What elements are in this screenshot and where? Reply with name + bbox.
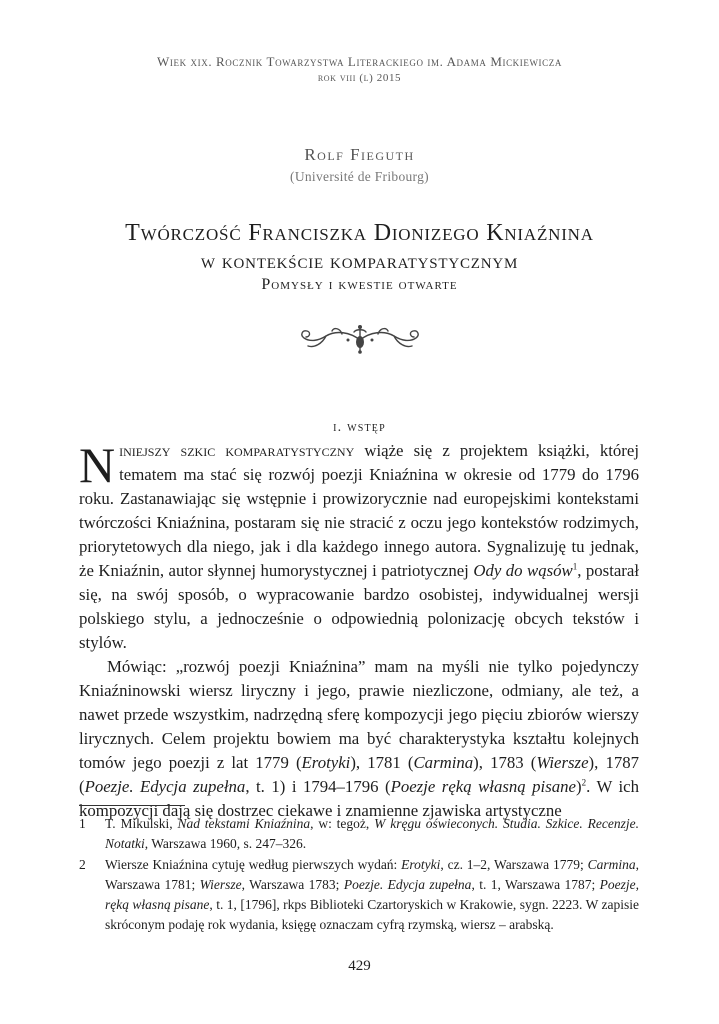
work-title: W kręgu oświeconych. Studia. Szkice. Recenzje. Notatki: [105, 816, 639, 851]
author-affiliation: (Université de Fribourg): [290, 169, 429, 184]
text-run: , Warszawa 1960, s. 247–326.: [144, 836, 307, 851]
footnote-number: 2: [79, 857, 86, 872]
work-title: Poezje. Edycja zupełna: [343, 877, 472, 892]
text-run: , w: tegoż,: [310, 816, 375, 831]
text-run: , cz. 1–2, Warszawa 1779;: [440, 857, 588, 872]
text-run: , postarał się, na swój sposób, o wypracowanie bardzo osobistej, indywidualnej wersji polskiego stylu, a jednocześnie o odpowiednią polonizację obcych tekstów i stylów.: [79, 561, 640, 652]
footnote-ref-2[interactable]: 2: [581, 777, 587, 788]
work-title: Wiersze: [199, 877, 242, 892]
text-run: , t. 1, Warszawa 1787;: [471, 877, 600, 892]
paragraph-1: [79, 439, 639, 655]
article-title-line2: w kontekście komparatystycznym: [200, 249, 519, 273]
text-run: , t. 1) i 1794–1796 (: [245, 777, 391, 796]
text-run: wiąże się z projektem książki, której tematem ma stać się rozwój poezji Kniaźnina w okresie od 1779 do 1796 roku. Zastanawiając się wstępnie i prowizorycznie nad europejskimi kontekstami twórczości Kniaźnina, postaram się nie stracić z oczu jego kontekstów rodzimych, priorytetowych dla niego, jak i dla każdego innego autora. Sygnalizuję tu jednak, że Kniaźnin, autor słynnej humorystycznej i patriotycznej: [79, 441, 639, 580]
text-run: ), 1783 (: [473, 753, 537, 772]
section-heading: i. wstęp: [333, 420, 386, 435]
text-run: , Warszawa 1783;: [241, 877, 344, 892]
text-run: Mówiąc: „rozwój poezji Kniaźnina” mam na myśli nie tylko pojedynczy Kniaźninowski wiersz liryczny i jego, prawie niezliczone, odmiany, ale też, a nawet przede wszystkim, nadrzędną sferę kompozycji jego pięciu zbiorów wierszy lirycznych. Celem projektu bowiem ma być charakterystyka kształtu kolejnych tomów jego poezji z lat 1779 (: [79, 657, 639, 772]
footnote-1: [79, 814, 639, 854]
body-text: [79, 439, 639, 823]
article-subtitle: Pomysły i kwestie otwarte: [261, 276, 458, 293]
footnote-divider: [79, 805, 185, 806]
footnote-text: [105, 814, 639, 854]
work-title: Erotyki: [301, 753, 351, 772]
running-head-volume: rok viii (l) 2015: [317, 72, 402, 84]
running-head-journal: Wiek xix. Rocznik Towarzystwa Literackiego im. Adama Mickiewicza: [157, 54, 562, 69]
text-run: ), 1787 (: [79, 753, 640, 796]
footnote-2: [79, 855, 639, 935]
text-run: Wiersze Kniaźnina cytuję według pierwszych wydań:: [105, 857, 402, 872]
work-title: Erotyki: [401, 857, 441, 872]
drop-cap: N: [79, 437, 116, 493]
paragraph-2: [79, 655, 639, 823]
work-title: Poezje. Edycja zupełna: [84, 777, 246, 796]
work-title: Poezje ręką własną pisane: [390, 777, 576, 796]
text-run: . W ich kompozycji dają się dostrzec ciekawe i znamienne zjawiska artystyczne: [79, 777, 639, 820]
page-number: 429: [348, 958, 371, 974]
work-title: Ody do wąsów: [473, 561, 573, 580]
footnote-number: 1: [79, 816, 86, 831]
work-title: Carmina: [587, 857, 636, 872]
footnote-text: [105, 855, 639, 935]
work-title: Wiersze: [536, 753, 589, 772]
work-title: Carmina: [413, 753, 474, 772]
article-title-line1: Twórczość Franciszka Dionizego Kniaźnina: [125, 220, 594, 246]
lead-in-smallcaps: iniejszy szkic komparatystyczny: [119, 441, 355, 460]
text-run: ): [575, 777, 582, 796]
work-title: Nad tekstami Kniaźnina: [177, 816, 311, 831]
author-name: Rolf Fieguth: [304, 145, 415, 164]
text-run: T. Mikulski,: [105, 816, 178, 831]
work-title: Poezje, ręką własną pisane: [105, 877, 639, 912]
text-run: ), 1781 (: [350, 753, 414, 772]
footnote-ref-1[interactable]: 1: [572, 561, 578, 572]
floral-ornament-icon: [296, 322, 424, 356]
text-run: , t. 1, [1796], rkps Biblioteki Czartoryskich w Krakowie, sygn. 2223. W zapisie skróconym podaję rok wydania, księgę oznaczam cyfrą rzymską, wiersz – arabską.: [105, 897, 640, 932]
text-run: , Warszawa 1781;: [105, 857, 639, 892]
